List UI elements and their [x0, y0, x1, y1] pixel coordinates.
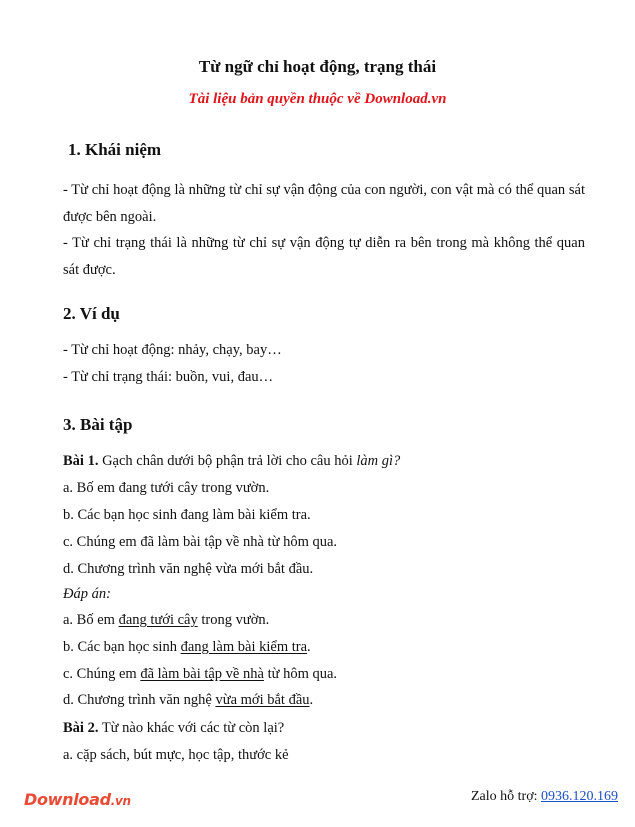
logo-suffix: .vn [110, 794, 131, 808]
paragraph-trang-thai: - Từ chỉ trạng thái là những từ chỉ sự vận động tự diễn ra bên trong mà không thể quan sát được. [63, 235, 585, 278]
bai1-question-text: Gạch chân dưới bộ phận trả lời cho câu hỏi [98, 453, 357, 469]
answer-text: c. Chúng em [63, 666, 141, 682]
bai1-item-a: a. Bố em đang tưới cây trong vườn. [63, 480, 270, 496]
bai1-label: Bài 1. [63, 453, 99, 469]
answer-text: trong vườn. [197, 612, 270, 628]
section-heading-bai-tap: 3. Bài tập [63, 415, 133, 434]
answer-text: d. Chương trình văn nghệ [63, 692, 216, 708]
download-vn-logo[interactable] [24, 790, 131, 809]
logo-main: Download [24, 790, 111, 809]
paragraph-hoat-dong: - Từ chỉ hoạt động là những từ chỉ sự vận động của con người, con vật mà có thể quan sát được bên ngoài. [63, 182, 585, 225]
example-hoat-dong: - Từ chỉ hoạt động: nhảy, chạy, bay… [63, 342, 282, 358]
section-heading-vi-du: 2. Ví dụ [63, 304, 120, 323]
answer-underlined: đang làm bài kiểm tra [180, 639, 308, 655]
answer-text: . [307, 639, 311, 655]
bai1-answer-a [63, 612, 269, 629]
bai1-answer-d [63, 692, 313, 709]
answer-text: a. Bố em [63, 612, 119, 628]
answer-text: từ hôm qua. [263, 666, 338, 682]
zalo-support [471, 789, 618, 805]
bai1-question-emphasis: làm gì? [356, 453, 401, 469]
answer-text: b. Các bạn học sinh [63, 639, 181, 655]
bai1-answer-label: Đáp án: [63, 586, 111, 602]
bai2-question [63, 720, 284, 737]
answer-underlined: vừa mới bắt đầu [215, 692, 310, 708]
answer-underlined: đã làm bài tập về nhà [140, 666, 264, 682]
bai1-answer-b [63, 639, 311, 656]
document-title: Từ ngữ chỉ hoạt động, trạng thái [198, 57, 437, 76]
section-heading-khai-niem: 1. Khái niệm [68, 140, 162, 159]
copyright-subtitle: Tài liệu bản quyền thuộc về Download.vn [188, 91, 447, 107]
bai1-item-d: d. Chương trình văn nghệ vừa mới bắt đầu. [63, 561, 314, 577]
bai1-item-b: b. Các bạn học sinh đang làm bài kiểm tra. [63, 507, 311, 523]
bai2-label: Bài 2. [63, 720, 99, 736]
answer-text: . [309, 692, 314, 708]
zalo-label: Zalo hỗ trợ: [471, 789, 541, 804]
bai2-item-a: a. cặp sách, bút mực, học tập, thước kẻ [63, 747, 289, 763]
bai1-question [63, 453, 400, 470]
bai1-answer-c [63, 666, 337, 683]
bai1-item-c: c. Chúng em đã làm bài tập về nhà từ hôm qua. [63, 534, 338, 550]
bai2-question-text: Từ nào khác với các từ còn lại? [98, 720, 285, 736]
example-trang-thai: - Từ chỉ trạng thái: buồn, vui, đau… [63, 369, 274, 385]
answer-underlined: đang tưới cây [118, 612, 198, 628]
zalo-phone-link[interactable]: 0936.120.169 [541, 789, 618, 804]
